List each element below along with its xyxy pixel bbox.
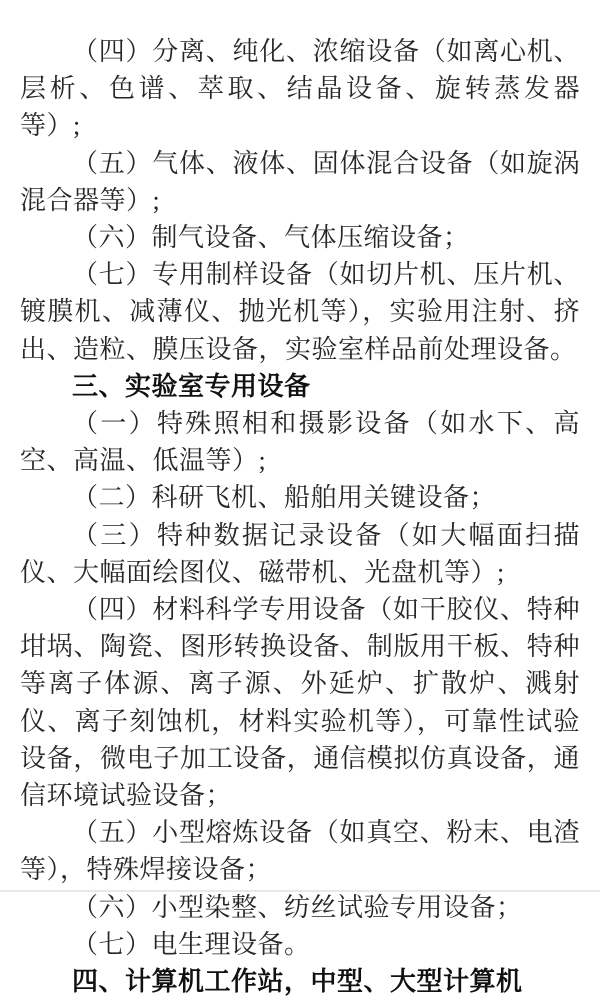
document-body [20,33,580,1000]
page-bottom-edge [0,890,600,892]
paragraph: （七）专用制样设备（如切片机、压片机、镀膜机、减薄仪、抛光机等），实验用注射、挤出、造粒、膜压设备，实验室样品前处理设备。 [20,260,580,364]
paragraph: （六）小型染整、纺丝试验专用设备； [72,892,523,922]
paragraph: （五）小型熔炼设备（如真空、粉末、电渣等），特殊焊接设备； [20,818,580,885]
paragraph: （三）特种数据记录设备（如大幅面扫描仪、大幅面绘图仪、磁带机、光盘机等）; [20,520,580,587]
section-heading: 三、实验室专用设备 [72,370,311,401]
paragraph: （四）材料科学专用设备（如干胶仪、特种坩埚、陶瓷、图形转换设备、制版用干板、特种等离子体源、离子源、外延炉、扩散炉、溅射仪、离子刻蚀机，材料实验机等），可靠性试验设备，微电子加工设备，通信模拟仿真设备，通信环境试验设备； [20,595,580,811]
paragraph: （五）气体、液体、固体混合设备（如旋涡混合器等）; [20,148,580,215]
paragraph: （二）科研飞机、船舶用关键设备； [72,483,497,513]
section-heading: 四、计算机工作站，中型、大型计算机 [72,966,523,997]
paragraph: （七）电生理设备。 [72,929,311,959]
paragraph: （六）制气设备、气体压缩设备； [72,223,470,253]
paragraph: （四）分离、纯化、浓缩设备（如离心机、层析、色谱、萃取、结晶设备、旋转蒸发器等）; [20,37,580,141]
paragraph: （一）特殊照相和摄影设备（如水下、高空、高温、低温等）; [20,409,580,476]
